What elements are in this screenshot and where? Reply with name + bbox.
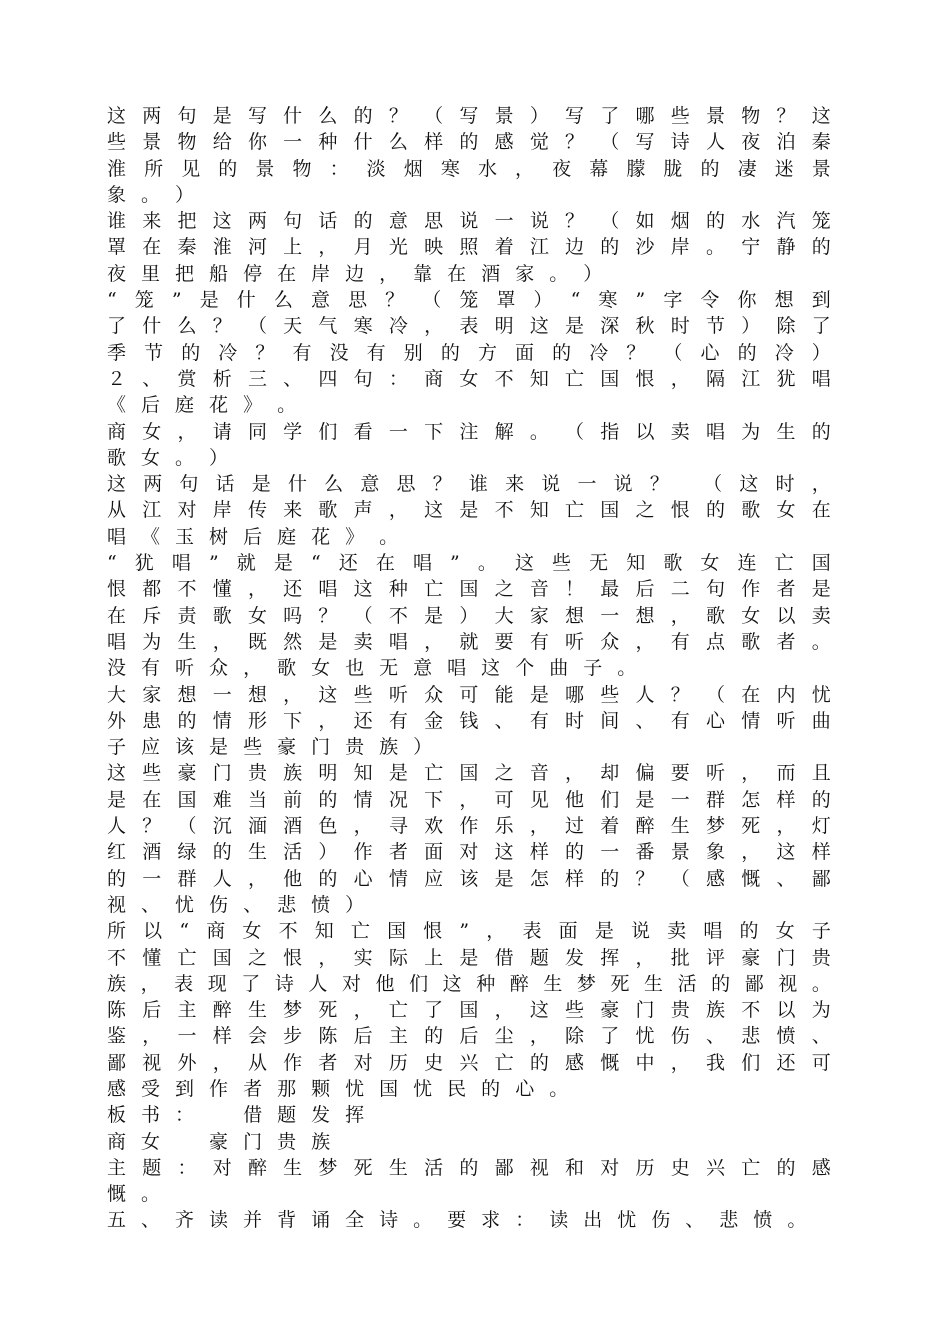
text-line: 季 节 的 冷 ？ 有 没 有 别 的 方 面 的 冷 ？ （ 心 的 冷 ） xyxy=(107,341,831,364)
text-line: 鉴 ， 一 样 会 步 陈 后 主 的 后 尘 ， 除 了 忧 伤 、 悲 愤 、 xyxy=(107,1025,831,1048)
text-line: 谁 来 把 这 两 句 话 的 意 思 说 一 说 ？ （ 如 烟 的 水 汽 笼 xyxy=(107,210,831,233)
text-line: 夜 里 把 船 停 在 岸 边 ， 靠 在 酒 家 。 ） xyxy=(107,262,603,285)
text-line: 陈 后 主 醉 生 梦 死 ， 亡 了 国 ， 这 些 豪 门 贵 族 不 以 为 xyxy=(107,999,831,1022)
text-line: 主 题 ： 对 醉 生 梦 死 生 活 的 鄙 视 和 对 历 史 兴 亡 的 感 xyxy=(107,1156,831,1179)
text-line: 了 什 么 ？ （ 天 气 寒 冷 ， 表 明 这 是 深 秋 时 节 ） 除 了 xyxy=(107,315,831,338)
text-line: 视 、 忧 伤 、 悲 愤 ） xyxy=(107,893,365,916)
text-line: 是 在 国 难 当 前 的 情 况 下 ， 可 见 他 们 是 一 群 怎 样 的 xyxy=(107,788,831,811)
text-line: 从 江 对 岸 传 来 歌 声 ， 这 是 不 知 亡 国 之 恨 的 歌 女 在 xyxy=(107,499,831,522)
text-line: 象 。 ） xyxy=(107,183,195,206)
text-line: 商 女 ， 请 同 学 们 看 一 下 注 解 。 （ 指 以 卖 唱 为 生 的 xyxy=(107,420,831,443)
text-line: 人 ？ （ 沉 湎 酒 色 ， 寻 欢 作 乐 ， 过 着 醉 生 梦 死 ， 灯 xyxy=(107,815,831,838)
text-line: 不 懂 亡 国 之 恨 ， 实 际 上 是 借 题 发 挥 ， 批 评 豪 门 贵 xyxy=(107,946,831,969)
text-line: 恨 都 不 懂 ， 还 唱 这 种 亡 国 之 音 ！ 最 后 二 句 作 者 是 xyxy=(107,578,831,601)
text-line: 族 ， 表 现 了 诗 人 对 他 们 这 种 醉 生 梦 死 生 活 的 鄙 视 。 xyxy=(107,972,831,995)
text-line: 唱 为 生 ， 既 然 是 卖 唱 ， 就 要 有 听 众 ， 有 点 歌 者 。 xyxy=(107,630,831,653)
text-line: 歌 女 。 ） xyxy=(107,446,229,469)
text-line: 商 女 豪 门 贵 族 xyxy=(107,1130,331,1153)
text-line: 的 一 群 人 ， 他 的 心 情 应 该 是 怎 样 的 ？ （ 感 慨 、 鄙 xyxy=(107,867,831,890)
text-line: 这 两 句 是 写 什 么 的 ？ （ 写 景 ） 写 了 哪 些 景 物 ？ 这 xyxy=(107,105,831,127)
text-line: 唱 《 玉 树 后 庭 花 》 。 xyxy=(107,525,399,548)
text-line: 在 斥 责 歌 女 吗 ？ （ 不 是 ） 大 家 想 一 想 ， 歌 女 以 卖 xyxy=(107,604,831,627)
text-line: 淮 所 见 的 景 物 ： 淡 烟 寒 水 ， 夜 幕 朦 胧 的 凄 迷 景 xyxy=(107,157,831,180)
text-line: 外 患 的 情 形 下 ， 还 有 金 钱 、 有 时 间 、 有 心 情 听 曲 xyxy=(107,709,831,732)
text-line: “ 笼 ” 是 什 么 意 思 ？ （ 笼 罩 ） “ 寒 ” 字 令 你 想 到 xyxy=(107,289,831,312)
text-line: 这 两 句 话 是 什 么 意 思 ？ 谁 来 说 一 说 ？ （ 这 时 ， xyxy=(107,473,831,496)
text-line: 感 受 到 作 者 那 颗 忧 国 忧 民 的 心 。 xyxy=(107,1077,569,1100)
text-line: 这 些 豪 门 贵 族 明 知 是 亡 国 之 音 ， 却 偏 要 听 ， 而 且 xyxy=(107,762,831,785)
text-line: 些 景 物 给 你 一 种 什 么 样 的 感 觉 ？ （ 写 诗 人 夜 泊 秦 xyxy=(107,131,831,154)
text-line: 五 、 齐 读 并 背 诵 全 诗 。 要 求 ： 读 出 忧 伤 、 悲 愤 。 xyxy=(107,1209,807,1232)
text-line: “ 犹 唱 ” 就 是 “ 还 在 唱 ” 。 这 些 无 知 歌 女 连 亡 国 xyxy=(107,552,831,575)
text-line: 罩 在 秦 淮 河 上 ， 月 光 映 照 着 江 边 的 沙 岸 。 宁 静 的 xyxy=(107,236,831,259)
text-line: 没 有 听 众 ， 歌 女 也 无 意 唱 这 个 曲 子 。 xyxy=(107,657,637,680)
text-line: 板 书 ： 借 题 发 挥 xyxy=(107,1104,365,1127)
text-line: 子 应 该 是 些 豪 门 贵 族 ） xyxy=(107,736,433,759)
text-line: 《 后 庭 花 》 。 xyxy=(107,394,297,417)
text-line: 大 家 想 一 想 ， 这 些 听 众 可 能 是 哪 些 人 ？ （ 在 内 忧 xyxy=(107,683,831,706)
document-body xyxy=(107,103,831,1234)
text-line: 慨 。 xyxy=(107,1183,161,1206)
text-line: ２ 、 赏 析 三 、 四 句 ： 商 女 不 知 亡 国 恨 ， 隔 江 犹 唱 xyxy=(107,367,831,390)
text-line: 所 以 “ 商 女 不 知 亡 国 恨 ” ， 表 面 是 说 卖 唱 的 女 子 xyxy=(107,920,831,943)
text-line: 鄙 视 外 ， 从 作 者 对 历 史 兴 亡 的 感 慨 中 ， 我 们 还 可 xyxy=(107,1051,831,1074)
text-line: 红 酒 绿 的 生 活 ） 作 者 面 对 这 样 的 一 番 景 象 ， 这 样 xyxy=(107,841,831,864)
